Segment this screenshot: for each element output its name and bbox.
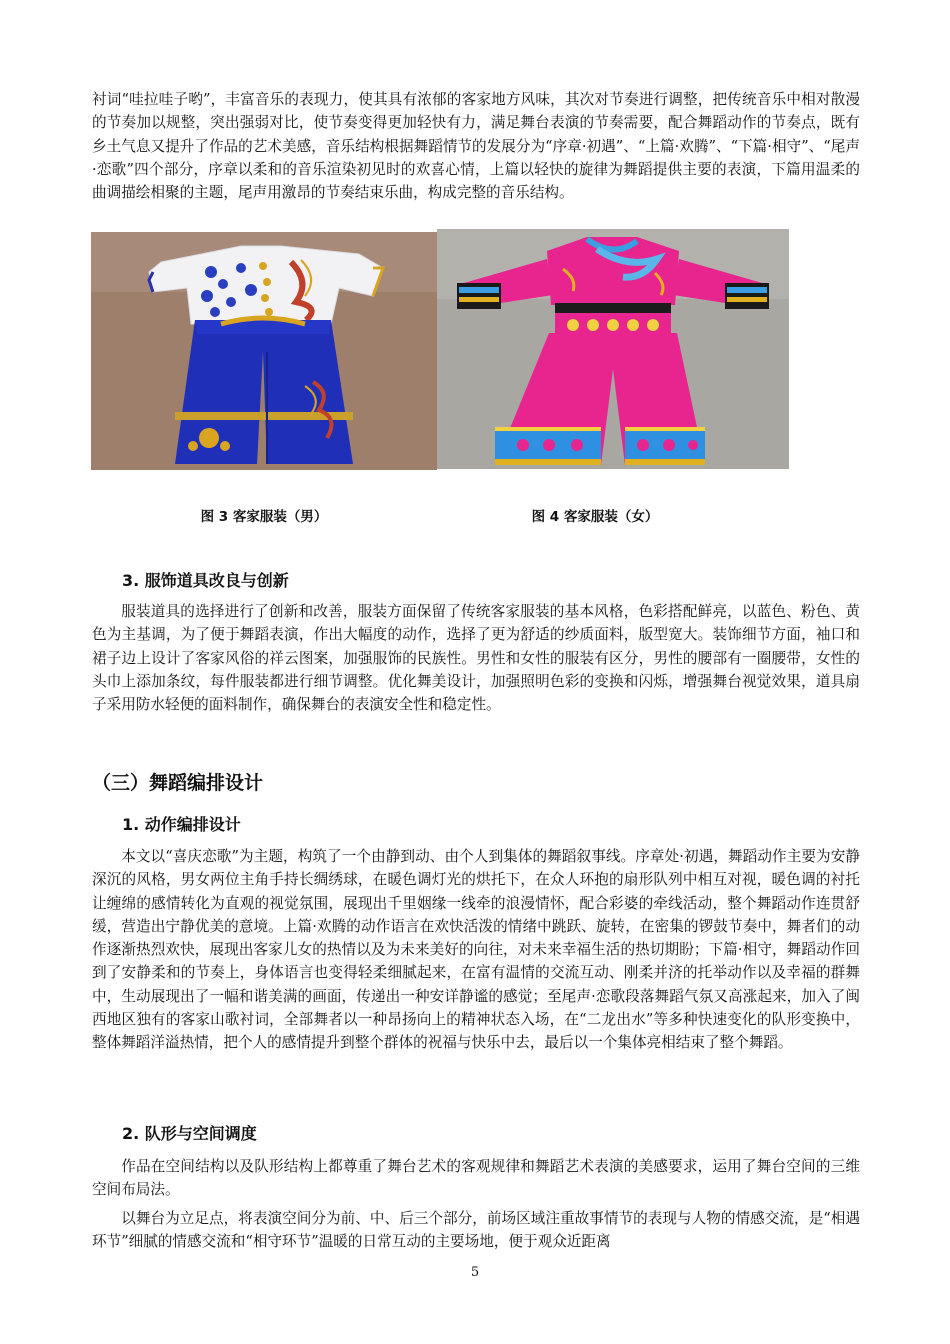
male-costume-illustration — [91, 232, 437, 470]
figure-3-caption: 图 3 客家服装（男） — [200, 509, 328, 525]
paragraph-costume-props: 服装道具的选择进行了创新和改善，服装方面保留了传统客家服装的基本风格，色彩搭配鲜亮，以蓝色、粉色、黄色为主基调，为了便于舞蹈表演，作出大幅度的动作，选择了更为舒适的纱质面料，版型宽大。装饰细节方面，袖口和裙子边上设计了客家风俗的祥云图案，加强服饰的民族性。男性和女性的服装有区分，男性的腰部有一圈腰带，女性的头巾上添加条纹，每件服装都进行细节调整。优化舞美设计，加强照明色彩的变换和闪烁，增强舞台视觉效果，道具扇子采用防水轻便的面料制作，确保舞台的表演安全性和稳定性。 — [92, 603, 860, 714]
female-costume-illustration — [437, 229, 789, 469]
heading-costume-props: 3. 服饰道具改良与创新 — [122, 571, 289, 590]
paragraph-formation-space: 作品在空间结构以及队形结构上都尊重了舞台艺术的客观规律和舞蹈艺术表演的美感要求，运用了舞台空间的三维空间布局法。 — [92, 1158, 860, 1199]
paragraph-stage-zones: 以舞台为立足点，将表演空间分为前、中、后三个部分，前场区域注重故事情节的表现与人物的情感交流，是“相遇环节”细腻的情感交流和“相守环节”温暖的日常互动的主要场地，便于观众近距离 — [92, 1210, 860, 1251]
page-number: 5 — [470, 1265, 480, 1280]
figure-4-female-costume-photo — [437, 229, 789, 469]
figure-3-male-costume-photo — [91, 232, 437, 470]
paragraph-music-structure: 衬词“哇拉哇子哟”，丰富音乐的表现力，使其具有浓郁的客家地方风味，其次对节奏进行调整，把传统音乐中相对散漫的节奏加以规整，突出强弱对比，使节奏变得更加轻快有力，满足舞台表演的节奏需要，配合舞蹈动作的节奏点，既有乡土气息又提升了作品的艺术美感，音乐结构根据舞蹈情节的发展分为“序章·初遇”、“上篇·欢腾”、“下篇·相守”、“尾声·恋歌”四个部分，序章以柔和的音乐渲染初见时的欢喜心情，上篇以轻快的旋律为舞蹈提供主要的表演，下篇用温柔的曲调描绘相聚的主题，尾声用激昂的节奏结束乐曲，构成完整的音乐结构。 — [92, 91, 860, 202]
heading-action-design: 1. 动作编排设计 — [122, 815, 241, 834]
paragraph-action-design: 本文以“喜庆恋歌”为主题，构筑了一个由静到动、由个人到集体的舞蹈叙事线。序章处·初遇，舞蹈动作主要为安静深沉的风格，男女两位主角手持长绸绣球，在暖色调灯光的烘托下，在众人环抱的扇形队列中相互对视，暖色调的衬托让缠绵的感情转化为直观的视觉氛围，展现出千里姻缘一线牵的浪漫情怀，配合彩婆的牵线活动，整个舞蹈动作连贯舒缓，营造出宁静优美的意境。上篇·欢腾的动作语言在欢快活泼的情绪中跳跃、旋转，在密集的锣鼓节奏中，舞者们的动作逐渐热烈欢快，展现出客家儿女的热情以及为未来美好的向往，对未来幸福生活的热切期盼；下篇·相守，舞蹈动作回到了安静柔和的节奏上，身体语言也变得轻柔细腻起来，在富有温情的交流互动、刚柔并济的托举动作以及幸福的群舞中，生动展现出了一幅和谐美满的画面，传递出一种安详静谧的感觉；至尾声·恋歌段落舞蹈气氛又高涨起来，加入了闽西地区独有的客家山歌衬词，全部舞者以一种昂扬向上的精神状态入场，在“二龙出水”等多种快速变化的队形变换中，整体舞蹈洋溢热情，把个人的感情提升到整个群体的祝福与快乐中去，最后以一个集体亮相结束了整个舞蹈。 — [92, 848, 860, 1052]
heading-dance-choreography: （三）舞蹈编排设计 — [92, 772, 264, 794]
heading-formation-space: 2. 队形与空间调度 — [122, 1124, 257, 1143]
figure-4-caption: 图 4 客家服装（女） — [531, 509, 659, 525]
